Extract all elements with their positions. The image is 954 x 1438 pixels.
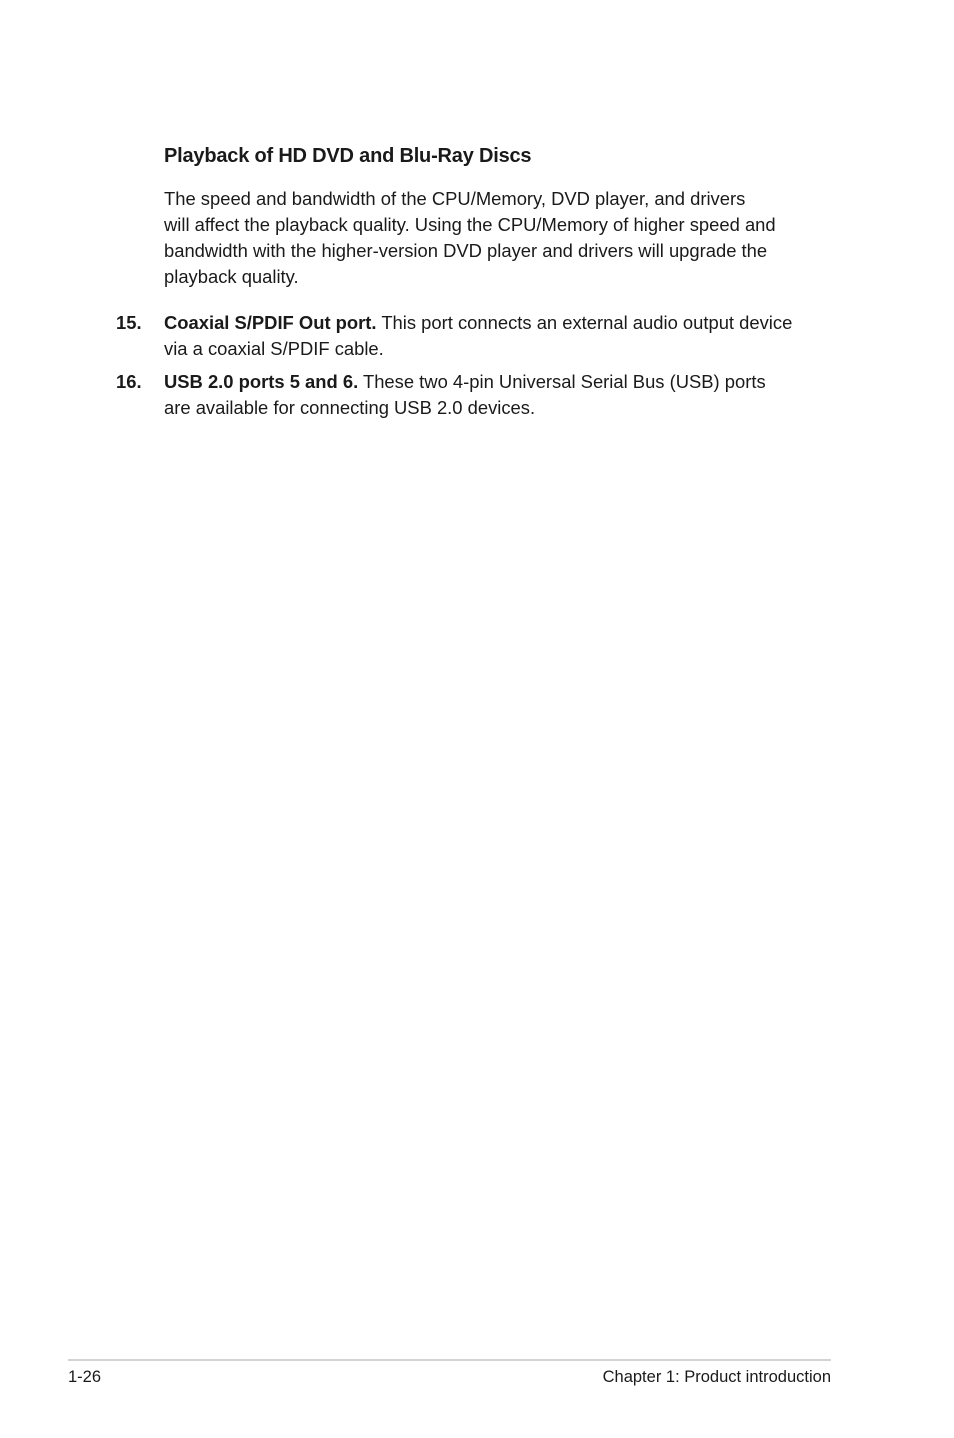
item-lead: Coaxial S/PDIF Out port. <box>164 312 377 333</box>
item-number: 15. <box>116 312 142 333</box>
item-text: This port connects an external audio output device <box>376 312 793 333</box>
item-line: via a coaxial S/PDIF cable. <box>164 338 384 359</box>
section-paragraph <box>164 186 824 290</box>
item-lead: USB 2.0 ports 5 and 6. <box>164 371 359 392</box>
item-number: 16. <box>116 371 142 392</box>
footer-divider <box>68 1359 831 1361</box>
chapter-title: Chapter 1: Product introduction <box>602 1368 831 1386</box>
item-line <box>164 369 844 395</box>
paragraph-line: The speed and bandwidth of the CPU/Memory, DVD player, and drivers <box>164 188 746 209</box>
paragraph-line: bandwidth with the higher-version DVD player and drivers will upgrade the <box>164 240 768 261</box>
paragraph-line: playback quality. <box>164 266 299 287</box>
paragraph-line: will affect the playback quality. Using the CPU/Memory of higher speed and <box>164 214 776 235</box>
item-line: are available for connecting USB 2.0 devices. <box>164 397 536 418</box>
item-body <box>164 369 844 421</box>
item-text: These two 4-pin Universal Serial Bus (USB) ports <box>358 371 766 392</box>
page-number: 1-26 <box>68 1368 102 1386</box>
item-body <box>164 310 844 362</box>
section-heading: Playback of HD DVD and Blu-Ray Discs <box>164 145 532 167</box>
item-line <box>164 310 844 336</box>
